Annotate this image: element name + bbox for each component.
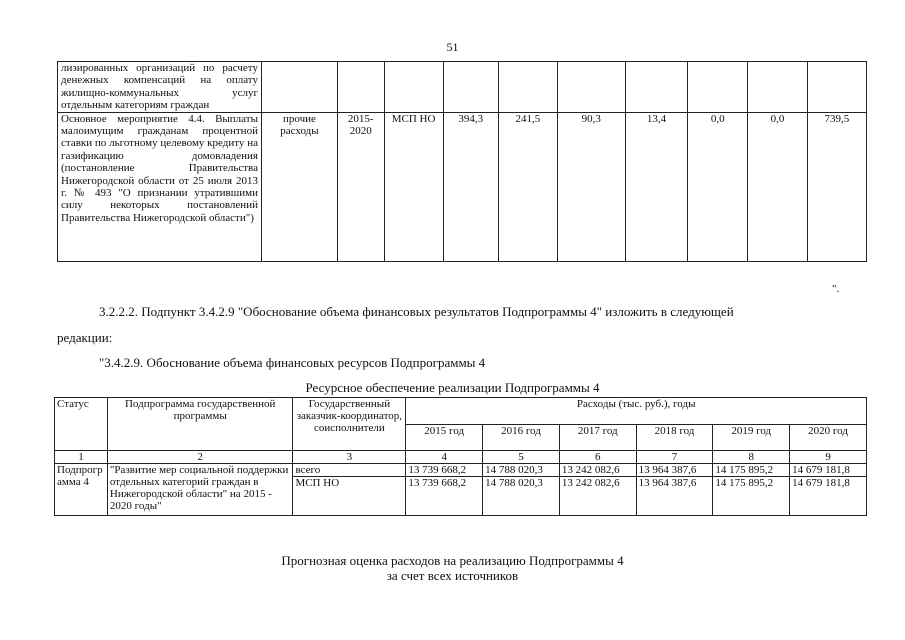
value-cell: 241,5	[498, 112, 557, 261]
value-cell: 14 679 181,8	[790, 477, 867, 516]
header-customer: Государственный заказчик-координатор, соисполнители	[293, 398, 406, 451]
measures-table	[57, 61, 867, 262]
value-cell: 13,4	[625, 112, 688, 261]
column-number: 8	[713, 451, 790, 464]
row-label: всего	[293, 464, 406, 477]
column-number: 9	[790, 451, 867, 464]
table-row	[55, 464, 867, 477]
column-number: 1	[55, 451, 108, 464]
header-year: 2019 год	[713, 424, 790, 451]
value-cell: 14 788 020,3	[483, 477, 560, 516]
status-cell: Подпрограмма 4	[55, 464, 108, 516]
value-cell: 14 788 020,3	[483, 464, 560, 477]
measure-description: Основное мероприятие 4.4. Выплаты малоимущим гражданам процентной ставки по льготному целевому кредиту на газификацию домовладения (постановление Правительства Нижегородской области от 25 июля 2013 г. № 493 "О признании утратившими силу некоторых постановлений Правительства Нижегородской области")	[58, 112, 262, 261]
header-year: 2020 год	[790, 424, 867, 451]
value-cell: 14 679 181,8	[790, 464, 867, 477]
value-cell: 13 242 082,6	[559, 464, 636, 477]
header-year: 2016 год	[483, 424, 560, 451]
row-label: МСП НО	[293, 477, 406, 516]
value-cell: 14 175 895,2	[713, 477, 790, 516]
forecast-title: Прогнозная оценка расходов на реализацию Подпрограммы 4	[281, 553, 624, 568]
value-cell: 13 242 082,6	[559, 477, 636, 516]
page-number: 51	[446, 40, 459, 54]
header-expenses: Расходы (тыс. руб.), годы	[406, 398, 867, 425]
header-year: 2017 год	[559, 424, 636, 451]
paragraph: "3.4.2.9. Обоснование объема финансовых ресурсов Подпрограммы 4	[99, 355, 486, 370]
measure-description: лизированных организаций по расчету денежных компенсаций на оплату жилищно-коммунальных услуг отдельным категориям граждан	[58, 62, 262, 113]
value-cell: 14 175 895,2	[713, 464, 790, 477]
header-year: 2018 год	[636, 424, 713, 451]
value-cell: 13 739 668,2	[406, 464, 483, 477]
column-number: 4	[406, 451, 483, 464]
value-cell: 13 739 668,2	[406, 477, 483, 516]
program-cell: "Развитие мер социальной поддержки отдельных категорий граждан в Нижегородской области" на 2015 - 2020 годы"	[107, 464, 293, 516]
expense-type: прочие расходы	[261, 112, 337, 261]
table-row	[58, 112, 867, 261]
header-year: 2015 год	[406, 424, 483, 451]
value-cell: 13 964 387,6	[636, 477, 713, 516]
paragraph: редакции:	[57, 330, 113, 345]
value-cell: 0,0	[688, 112, 748, 261]
header-program: Подпрограмма государственной программы	[107, 398, 293, 451]
period: 2015-2020	[337, 112, 384, 261]
column-number: 3	[293, 451, 406, 464]
forecast-subtitle: за счет всех источников	[386, 568, 519, 583]
value-cell: 739,5	[807, 112, 866, 261]
column-number: 2	[107, 451, 293, 464]
column-number: 5	[483, 451, 560, 464]
resource-table	[54, 397, 867, 516]
table-title: Ресурсное обеспечение реализации Подпрограммы 4	[305, 380, 600, 395]
column-number: 6	[559, 451, 636, 464]
value-cell: 0,0	[748, 112, 808, 261]
header-status: Статус	[55, 398, 108, 451]
paragraph: 3.2.2.2. Подпункт 3.4.2.9 "Обоснование объема финансовых результатов Подпрограммы 4" изложить в следующей	[99, 304, 734, 319]
closing-quote: ".	[832, 283, 840, 295]
executor: МСП НО	[384, 112, 443, 261]
column-number: 7	[636, 451, 713, 464]
value-cell: 394,3	[443, 112, 498, 261]
table-row	[58, 62, 867, 113]
value-cell: 90,3	[557, 112, 625, 261]
column-numbers-row	[55, 451, 867, 464]
value-cell: 13 964 387,6	[636, 464, 713, 477]
